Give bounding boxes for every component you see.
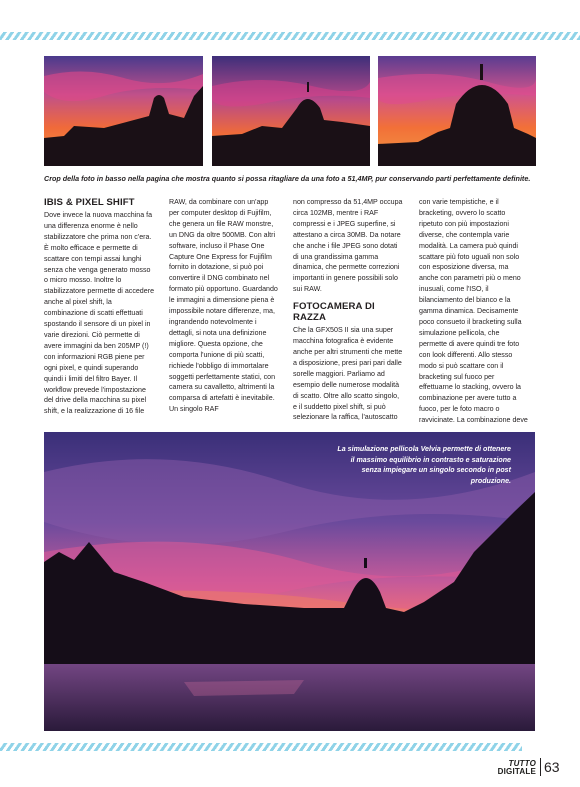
top-decorative-band	[0, 32, 580, 40]
article-column-4	[419, 197, 529, 426]
section-heading-ibis: IBIS & PIXEL SHIFT	[44, 197, 135, 208]
column-2-text: RAW, da combinare con un'app per computer desktop di Fujifilm, che genera un file RAW monstre, un DNG da oltre 500MB. Con altri software, incluso il Phase One Capture One Express for Fujifilm fornito in dotazione, si può poi convertire il DNG combinato nel formato più opportuno. Guardando le immagini a dimensione piena è impossibile notare differenze, ma, ingrandendo notevolmente i dettagli, si nota una definizione migliore. Questa opzione, che comporta l'unione di più scatti, richiede l'obbligo di immortalare soggetti perfettamente statici, con camera su cavalletto, altrimenti la comparsa di artefatti è inevitabile. Un singolo RAF	[169, 198, 278, 414]
section-heading-fotocamera: FOTOCAMERA DI RAZZA	[293, 301, 375, 324]
magazine-logo	[488, 760, 536, 776]
column-3-text-bottom: Che la GFX50S II sia una super macchina fotografica è evidente anche per altri strumenti che mette a disposizione, presi pari pari dalle sorelle maggiori. Parliamo ad esempio delle numerose modalità di scatto. Oltre allo scatto singolo, e il suddetto pixel shift, si può selezionare la raffica, l'autoscatto	[293, 326, 403, 422]
column-3-text-top: non compresso da 51,4MP occupa circa 102MB, mentre i RAF compressi e i JPEG superfine, si attestano a circa 30MB. Da notare che anche i file JPEG sono dotati di una grandissima gamma dinamica, che permette correzioni importanti in genere possibili solo sui RAW.	[293, 198, 403, 294]
article-column-1	[44, 197, 154, 417]
column-4-text: con varie tempistiche, e il bracketing, ovvero lo scatto ripetuto con più impostazioni diverse, che contempla varie modalità. La camera può quindi scattare più foto uguali non solo con esposizione diversa, ma anche con parametri più o meno inusuali, come l'ISO, il bilanciamento del bianco e la gamma dinamica. Decisamente poco consueto il bracketing sulla simulazione pellicola, che permette di avere quindi tre foto con look differenti. Allo stesso modo si può scattare con il bracketing sul fuoco per effettuarne lo stacking, ovvero la combinazione per avere tutto a fuoco, per le foto macro o ravvicinate. La combinazione deve	[419, 198, 528, 425]
bottom-decorative-band	[0, 743, 522, 751]
hero-caption: La simulazione pellicola Velvia permette di ottenere il massimo equilibrio in contrasto e saturazione senza impiegare un singolo secondo in post produzione.	[337, 445, 511, 485]
crop-caption: Crop della foto in basso nella pagina che mostra quanto si possa ritagliare da una foto a 51,4MP, pur conservando parti perfettamente definite.	[44, 174, 531, 183]
crop-photo-left	[44, 56, 203, 166]
crop-photo-right	[378, 56, 536, 166]
hero-photo	[44, 432, 535, 731]
article-column-3	[293, 197, 403, 423]
column-1-text: Dove invece la nuova macchina fa una differenza enorme è nello stabilizzatore che prima non c'era. È molto efficace e permette di scattare con tempi assai lunghi senza che venga generato mosso o micro mosso. Inoltre lo stabilizzatore permette di accedere anche al pixel shift, la combinazione di scatti effettuati spostando il sensore di un pixel in varie direzioni. Ciò permette di avere immagini da ben 205MP (!) con informazioni RGB piene per ogni pixel, e quindi superando quindi i limiti del filtro Bayer. Il workflow prevede l'impostazione del drive della macchina su pixel shift, e la realizzazione di 16 file	[44, 211, 155, 416]
logo-line-1: TUTTO	[508, 759, 536, 768]
logo-line-2: DIGITALE	[497, 767, 536, 776]
crop-photo-center	[212, 56, 370, 166]
article-column-2	[169, 197, 279, 415]
page-number: 63	[540, 758, 560, 776]
